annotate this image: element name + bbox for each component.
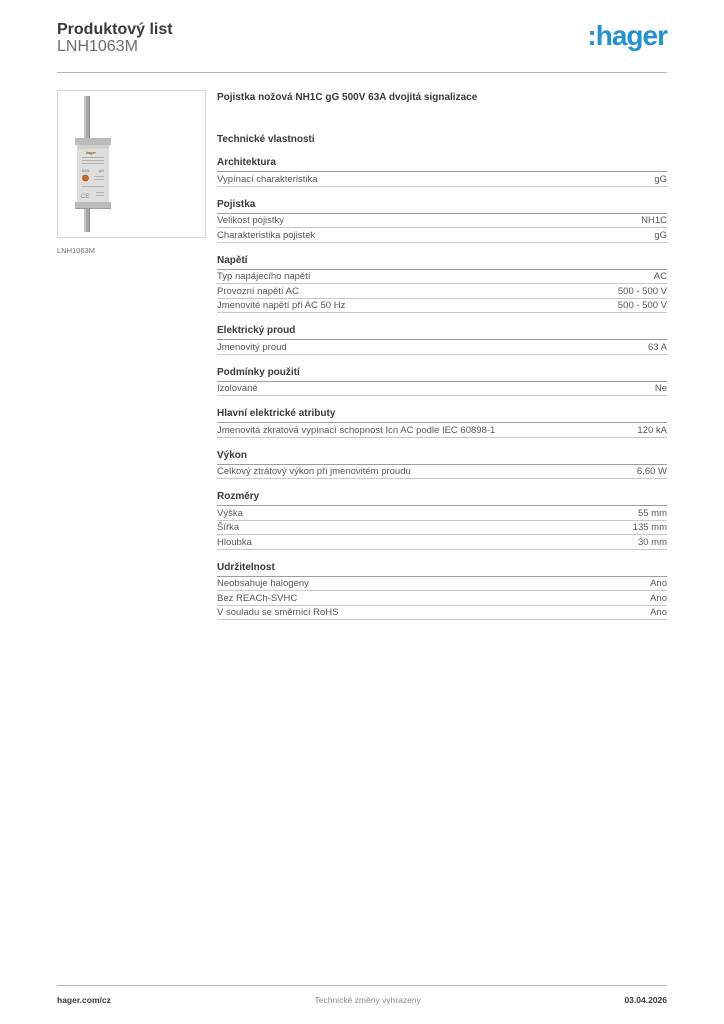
page-title: Produktový list [57,21,173,38]
spec-label: V souladu se směrnicí RoHS [217,607,339,618]
section-heading: Výkon [217,450,667,465]
spec-label: Bez REACh-SVHC [217,592,298,604]
section-heading: Podmínky použití [217,367,667,382]
spec-value: Ne [654,383,667,394]
footer-date: 03.04.2026 [624,995,667,1005]
spec-label: Neobsahuje halogeny [217,578,309,589]
spec-label: Jmenovité napětí při AC 50 Hz [217,300,346,311]
spec-value: 6,60 W [636,466,667,477]
spec-value: AC [653,271,667,282]
spec-label: Typ napájecího napětí [217,271,311,282]
spec-row [217,340,667,355]
spec-section [217,367,667,397]
spec-label: Charakteristika pojistek [217,229,316,241]
tech-properties-heading: Technické vlastnosti [217,134,315,145]
fuse-current-print: 63A [82,168,90,173]
spec-row [217,423,667,438]
spec-label: Jmenovitý proud [217,341,287,353]
spec-label: Izolované [217,383,258,394]
spec-row [217,535,667,550]
section-heading: Hlavní elektrické atributy [217,408,667,423]
spec-value: 135 mm [632,522,667,533]
spec-value: gG [654,229,667,241]
spec-section [217,255,667,314]
product-image-frame [57,90,206,238]
spec-row [217,577,667,592]
spec-label: Šířka [217,522,240,533]
spec-value: Ano [650,592,667,604]
spec-section [217,408,667,438]
spec-row [217,284,667,299]
spec-row [217,270,667,285]
footer [57,985,667,1005]
section-heading: Rozměry [217,491,667,506]
spec-section [217,491,667,550]
spec-label: Výška [217,507,243,519]
spec-value: NH1C [641,215,667,226]
section-heading: Udržitelnost [217,562,667,577]
product-image-column [57,90,206,255]
section-heading: Pojistka [217,199,667,214]
product-title: Pojistka nožová NH1C gG 500V 63A dvojitá signalizace [217,92,478,103]
spec-section [217,450,667,480]
spec-label: Provozní napětí AC [217,285,299,297]
product-image [58,91,205,237]
product-image-caption: LNH1063M [57,246,95,255]
spec-value: 500 - 500 V [617,285,667,297]
spec-section [217,199,667,243]
spec-value: 55 mm [637,507,667,519]
footer-disclaimer: Technické změny vyhrazeny [314,995,421,1005]
product-code: LNH1063M [57,38,138,55]
spec-label: Velikost pojistky [217,215,285,226]
spec-row [217,606,667,621]
ce-mark: CE [81,194,90,200]
spec-row [217,214,667,229]
spec-value: 63 A [647,341,667,353]
section-heading: Napětí [217,255,667,270]
section-heading: Elektrický proud [217,325,667,340]
indicator-dot [83,175,89,181]
spec-row [217,382,667,397]
spec-row [217,521,667,536]
fuse-brand-print: hager [86,151,96,155]
spec-label: Celkový ztrátový výkon při jmenovitém proudu [217,466,411,477]
fuse-characteristic-print: gG [98,168,104,173]
fuse-top-cap [75,138,111,145]
spec-row [217,228,667,243]
section-heading: Architektura [217,157,667,172]
spec-row [217,506,667,521]
spec-value: 30 mm [637,536,667,548]
fuse-bottom-cap [75,202,111,209]
spec-value: Ano [650,578,667,589]
header-titles [57,21,173,56]
spec-label: Vypínací charakteristika [217,173,318,185]
footer-website-link[interactable]: hager.com/cz [57,995,111,1005]
header [57,21,667,73]
hager-logo: :hager [587,20,667,51]
spec-sections [217,157,667,620]
main-content [57,90,667,620]
spec-value: Ano [650,607,667,618]
spec-row [217,591,667,606]
spec-section [217,157,667,187]
spec-label: Jmenovitá zkratová vypínací schopnost Icn AC podle IEC 60898-1 [217,424,496,436]
spec-value: 500 - 500 V [617,300,667,311]
spec-section [217,562,667,621]
spec-value: 120 kA [637,424,667,436]
spec-row [217,299,667,314]
spec-row [217,465,667,480]
spec-column [217,90,667,620]
spec-value: gG [654,173,667,185]
spec-section [217,325,667,355]
spec-label: Hloubka [217,536,252,548]
spec-row [217,172,667,187]
